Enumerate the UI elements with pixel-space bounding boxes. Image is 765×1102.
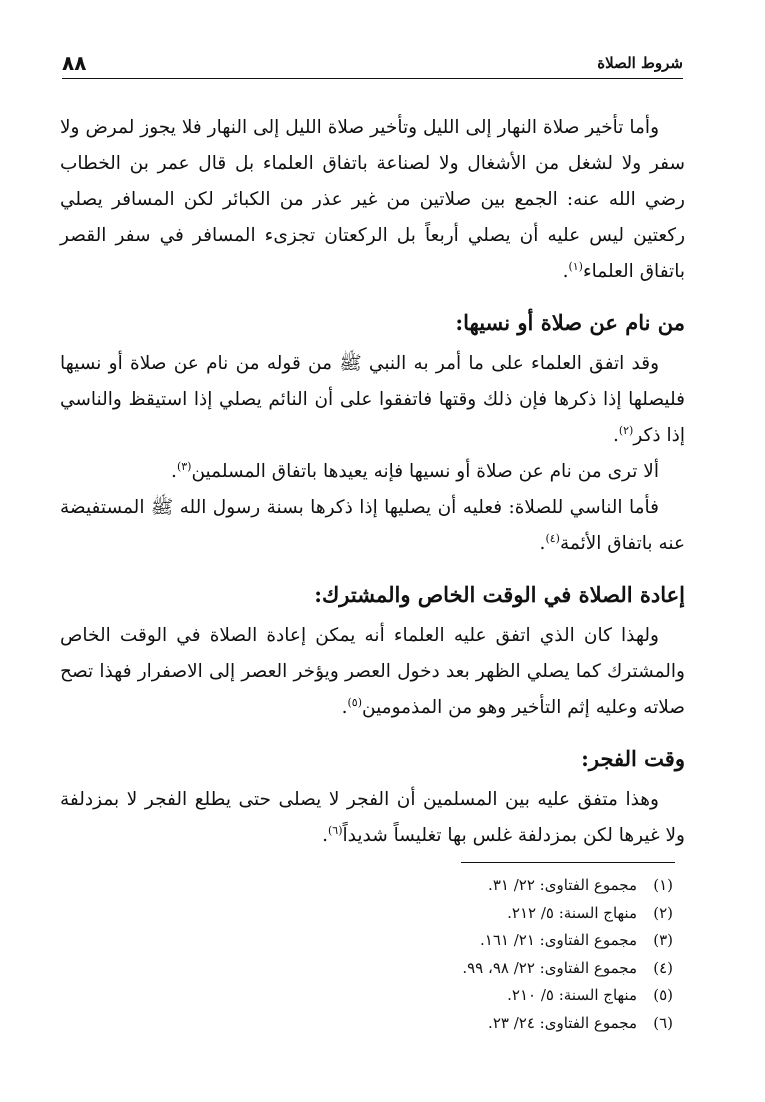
body-paragraph bbox=[60, 618, 685, 726]
text-span: وهذا متفق عليه بين المسلمين أن الفجر لا يصلى حتى يطلع الفجر لا بمزدلفة ولا غيرها لكن بمزدلفة غلس بها تغليساً شديداً bbox=[60, 789, 685, 846]
section-heading: وقت الفجر: bbox=[581, 746, 685, 771]
page-header bbox=[62, 48, 683, 79]
footnote-number: (٢) bbox=[653, 903, 673, 922]
text-span: وقد اتفق العلماء على ما أمر به النبي ﷺ من قوله من نام عن صلاة أو نسيها فليصلها إذا ذكرها فإن ذلك وقتها فاتفقوا على أن النائم يصلي إذا استيقظ والناسي إذا ذكر bbox=[60, 353, 685, 446]
text-span: . bbox=[562, 261, 569, 282]
footnote-text: مجموع الفتاوى: ٢١/ ١٦١. bbox=[480, 931, 637, 949]
body-paragraph bbox=[60, 346, 685, 454]
footnote-ref: (٣) bbox=[176, 459, 192, 473]
footnote-ref: (١) bbox=[568, 259, 583, 273]
footnote-number: (٤) bbox=[653, 958, 673, 977]
footnote-ref: (٤) bbox=[545, 531, 560, 545]
footnote-item bbox=[293, 955, 673, 983]
footnote-text: مجموع الفتاوى: ٢٢/ ٣١. bbox=[488, 876, 637, 894]
footnote-number: (٥) bbox=[653, 986, 673, 1004]
section-heading: من نام عن صلاة أو نسيها: bbox=[455, 310, 685, 335]
body-paragraph bbox=[60, 454, 685, 490]
footnote-item bbox=[293, 982, 673, 1010]
footnote-ref: (٦) bbox=[328, 823, 343, 837]
text-span: . bbox=[539, 533, 546, 554]
text-span: . bbox=[612, 425, 619, 446]
footnote-item bbox=[293, 872, 673, 900]
footnote-number: (١) bbox=[653, 876, 673, 894]
page-body bbox=[60, 110, 685, 854]
footnote-ref: (٢) bbox=[618, 423, 634, 437]
footnote-text: مجموع الفتاوى: ٢٤/ ٢٣. bbox=[488, 1013, 637, 1032]
body-paragraph bbox=[60, 110, 685, 290]
footnote-text: منهاج السنة: ٥/ ٢١٠. bbox=[507, 986, 637, 1004]
footnote-divider bbox=[461, 862, 675, 863]
section-heading: إعادة الصلاة في الوقت الخاص والمشترك: bbox=[314, 582, 685, 607]
text-span: . bbox=[341, 697, 348, 718]
text-span: ولهذا كان الذي اتفق عليه العلماء أنه يمكن إعادة الصلاة في الوقت الخاص والمشترك كما يصلي الظهر بعد دخول العصر ويؤخر العصر إلى الاصفرار فهذا تصح صلاته وعليه إثم التأخير وهو من المذمومين bbox=[60, 625, 685, 718]
running-title: شروط الصلاة bbox=[597, 54, 683, 72]
text-span: فأما الناسي للصلاة: فعليه أن يصليها إذا ذكرها بسنة رسول الله ﷺ المستفيضة عنه باتفاق الأئمة bbox=[60, 497, 685, 554]
footnote-number: (٦) bbox=[653, 1013, 673, 1032]
footnote-item bbox=[293, 900, 673, 928]
text-span: وأما تأخير صلاة النهار إلى الليل وتأخير صلاة الليل إلى النهار فلا يجوز لمرض ولا سفر ولا لشغل من الأشغال ولا لصناعة باتفاق العلماء بل قال عمر بن الخطاب رضي الله عنه: الجمع بين صلاتين من غير عذر من الكبائر لكن المسافر يصلي ركعتين ليس عليه أن يصلي أربعاً بل الركعتان تجزىء المسافر في سفر القصر باتفاق العلماء bbox=[60, 117, 685, 282]
page-number: ٨٨ bbox=[62, 51, 87, 75]
text-span: ألا ترى من نام عن صلاة أو نسيها فإنه يعيدها باتفاق المسلمين bbox=[191, 461, 659, 482]
body-paragraph bbox=[60, 782, 685, 854]
footnote-text: منهاج السنة: ٥/ ٢١٢. bbox=[507, 903, 637, 922]
body-paragraph bbox=[60, 490, 685, 562]
footnotes-list bbox=[293, 872, 673, 1037]
footnote-number: (٣) bbox=[653, 931, 673, 949]
text-span: . bbox=[322, 825, 328, 846]
text-span: . bbox=[171, 461, 177, 482]
footnote-ref: (٥) bbox=[347, 695, 363, 709]
footnote-item bbox=[293, 1010, 673, 1038]
footnote-item bbox=[293, 927, 673, 955]
footnote-text: مجموع الفتاوى: ٢٢/ ٩٨، ٩٩. bbox=[462, 958, 637, 977]
